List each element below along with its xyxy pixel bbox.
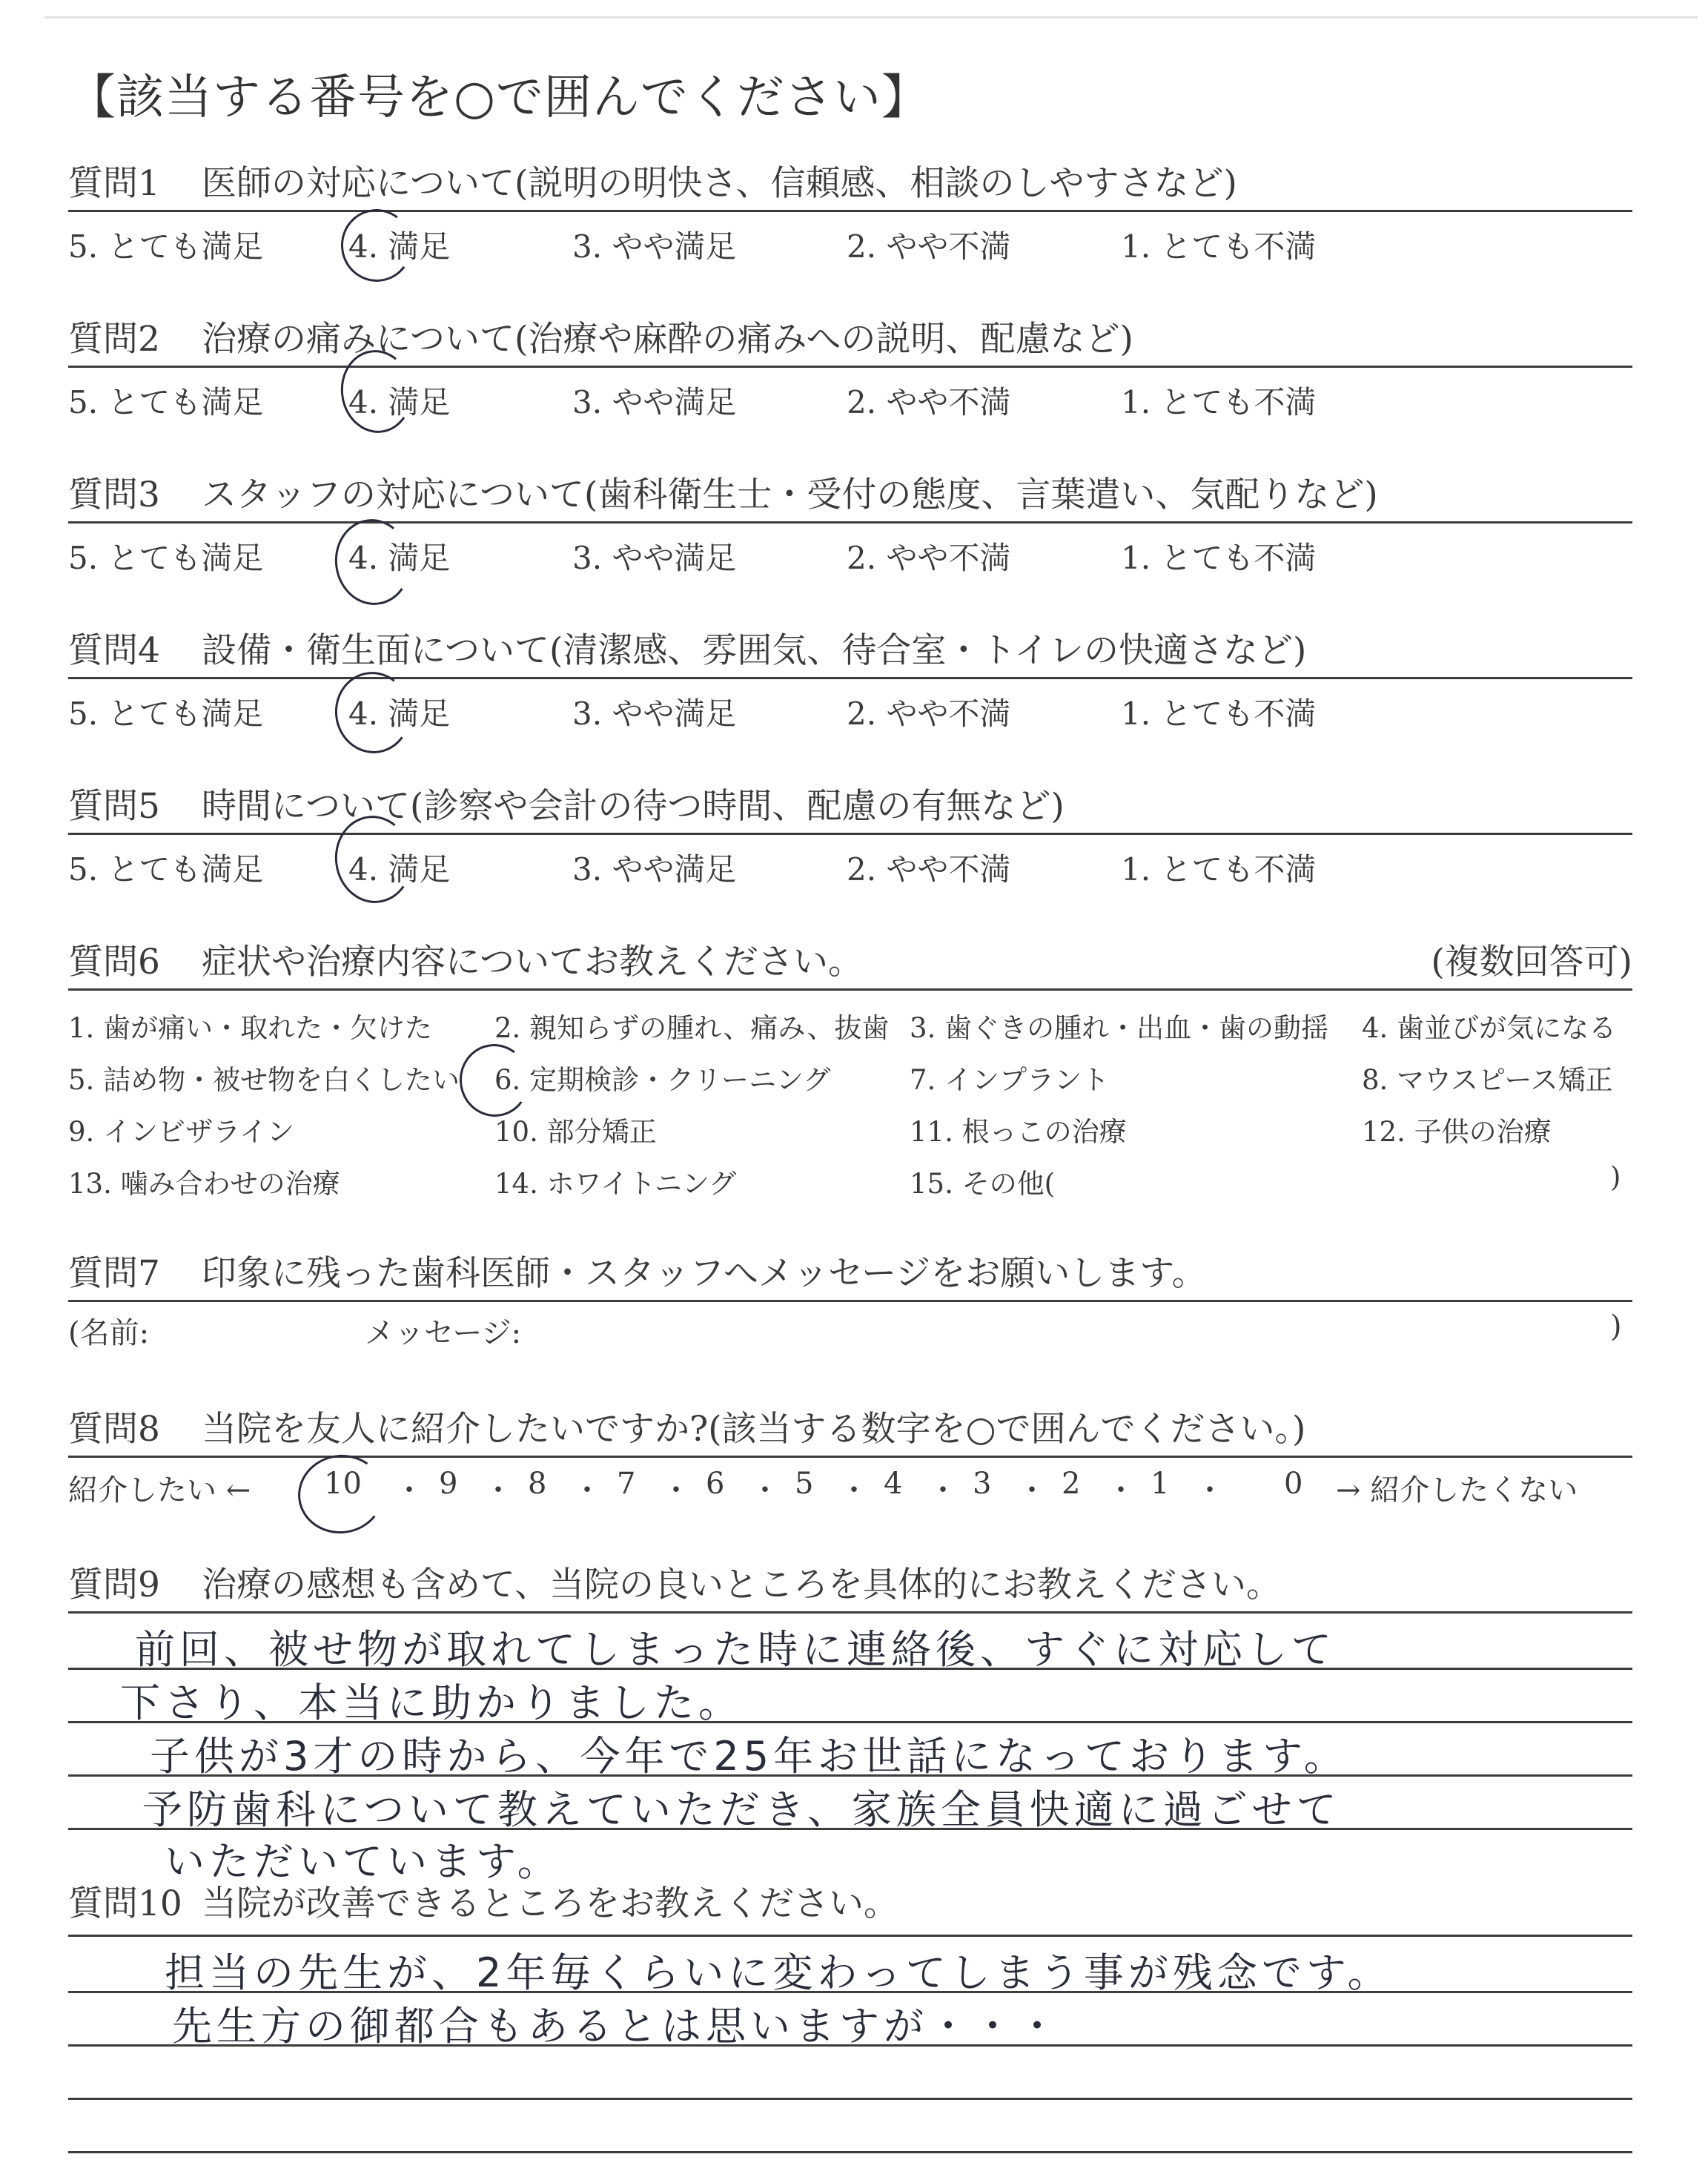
treatment-option[interactable]: 12. 子供の治療: [1362, 1116, 1552, 1148]
treatment-option[interactable]: 8. マウスピース矯正: [1362, 1064, 1613, 1096]
question-number: 質問1: [68, 163, 160, 204]
question-number: 質問6: [68, 942, 160, 982]
scale-dot: ・: [750, 1473, 780, 1507]
question-number: 質問7: [68, 1253, 160, 1294]
handwritten-answer-line: 子供が3才の時から、今年で25年お世話になっております。: [150, 1733, 1348, 1780]
top-border: [44, 16, 1698, 19]
option-2[interactable]: 2. やや不満: [847, 384, 1011, 420]
scale-dot: ・: [661, 1473, 691, 1507]
question-number: 質問9: [68, 1565, 160, 1605]
question-7: [68, 1249, 1632, 1351]
scale-dot: ・: [928, 1473, 958, 1507]
question-title: 印象に残った歯科医師・スタッフへメッセージをお願いします。: [202, 1253, 1207, 1294]
treatment-option[interactable]: 13. 噛み合わせの治療: [68, 1168, 340, 1200]
question-title: 当院を友人に紹介したいですか?(該当する数字を○で囲んでください。): [202, 1409, 1306, 1450]
option-4[interactable]: 4. 満足: [348, 540, 451, 576]
question-title: 時間について(診察や会計の待つ時間、配慮の有無など): [202, 786, 1065, 827]
question-number: 質問8: [68, 1409, 160, 1450]
option-5[interactable]: 5. とても満足: [68, 228, 264, 265]
answer-options: [68, 368, 1632, 421]
question-6: [68, 938, 1632, 1206]
scale-dot: ・: [839, 1473, 869, 1507]
other-close-paren: ): [1610, 1161, 1621, 1193]
close-paren: ): [1610, 1309, 1622, 1344]
handwritten-answer-line: 先生方の御都合もあるとは思いますが・・・: [172, 2003, 1062, 2050]
treatment-option[interactable]: 14. ホワイトニング: [494, 1168, 737, 1200]
scale-dot: ・: [1195, 1473, 1225, 1507]
question-number: 質問4: [68, 630, 160, 671]
question-title: 症状や治療内容についてお教えください。: [202, 942, 864, 982]
handwritten-answer-line: 予防歯科について教えていただき、家族全員快適に過ごせて: [142, 1786, 1341, 1833]
option-2[interactable]: 2. やや不満: [847, 696, 1011, 732]
question-2: [68, 315, 1632, 421]
scale-value[interactable]: 2: [1062, 1467, 1081, 1501]
question-title: 治療の感想も含めて、当院の良いところを具体的にお教えください。: [202, 1565, 1282, 1605]
scale-value[interactable]: 4: [884, 1467, 903, 1501]
treatment-option[interactable]: 4. 歯並びが気になる: [1362, 1012, 1617, 1044]
handwritten-answer-line: 下さり、本当に助かりました。: [120, 1680, 743, 1726]
option-3[interactable]: 3. やや満足: [572, 851, 737, 888]
option-4[interactable]: 4. 満足: [348, 851, 451, 888]
option-1[interactable]: 1. とても不満: [1121, 540, 1317, 576]
treatment-option[interactable]: 6. 定期検診・クリーニング: [494, 1064, 831, 1096]
question-4: [68, 627, 1632, 733]
option-1[interactable]: 1. とても不満: [1121, 696, 1317, 732]
page-title: 【該当する番号を○で囲んでください】: [68, 70, 930, 125]
scale-dot: ・: [1106, 1473, 1136, 1507]
question-8: [68, 1405, 1632, 1517]
option-3[interactable]: 3. やや満足: [572, 540, 737, 576]
option-3[interactable]: 3. やや満足: [572, 384, 737, 420]
answer-options: [68, 212, 1632, 265]
ruled-line: [68, 2151, 1632, 2153]
question-number: 質問5: [68, 786, 160, 827]
treatment-options: [68, 991, 1632, 1206]
scale-dot: ・: [572, 1473, 602, 1507]
question-title: 治療の痛みについて(治療や麻酔の痛みへの説明、配慮など): [202, 319, 1133, 360]
option-4[interactable]: 4. 満足: [348, 696, 451, 732]
scale-value[interactable]: 7: [617, 1467, 636, 1501]
recommendation-scale: [68, 1458, 1632, 1517]
treatment-option[interactable]: 15. その他(: [910, 1168, 1056, 1200]
divider: [68, 1611, 1632, 1614]
name-label: (名前:: [68, 1316, 150, 1350]
question-title: 当院が改善できるところをお教えください。: [202, 1883, 898, 1924]
message-label: メッセージ:: [365, 1316, 522, 1350]
treatment-option[interactable]: 1. 歯が痛い・取れた・欠けた: [68, 1012, 433, 1044]
divider: [68, 1935, 1632, 1937]
scale-value[interactable]: 10: [324, 1467, 362, 1501]
scale-value[interactable]: 5: [795, 1467, 814, 1501]
treatment-option[interactable]: 3. 歯ぐきの腫れ・出血・歯の動揺: [910, 1012, 1329, 1044]
handwritten-answer-line: いただいています。: [165, 1838, 562, 1885]
option-4[interactable]: 4. 満足: [348, 228, 451, 265]
treatment-option[interactable]: 5. 詰め物・被せ物を白くしたい: [68, 1064, 460, 1096]
treatment-option[interactable]: 7. インプラント: [910, 1064, 1110, 1096]
option-3[interactable]: 3. やや満足: [572, 228, 737, 265]
question-number: 質問2: [68, 319, 160, 360]
option-5[interactable]: 5. とても満足: [68, 540, 264, 576]
treatment-option[interactable]: 10. 部分矯正: [494, 1116, 657, 1148]
question-title: スタッフの対応について(歯科衛生士・受付の態度、言葉遣い、気配りなど): [202, 475, 1378, 515]
handwritten-answer-line: 前回、被せ物が取れてしまった時に連絡後、すぐに対応して: [135, 1626, 1336, 1673]
scale-left-label: 紹介したい ←: [68, 1473, 251, 1507]
scale-dot: ・: [394, 1473, 424, 1507]
question-3: [68, 471, 1632, 577]
question-title: 医師の対応について(説明の明快さ、信頼感、相談のしやすさなど): [202, 163, 1237, 204]
scale-value[interactable]: 3: [973, 1467, 992, 1501]
option-2[interactable]: 2. やや不満: [847, 540, 1011, 576]
scale-value[interactable]: 0: [1284, 1467, 1303, 1501]
question-title: 設備・衛生面について(清潔感、雰囲気、待合室・トイレの快適さなど): [202, 630, 1307, 671]
multiple-answer-note: (複数回答可): [1431, 942, 1632, 982]
answer-options: [68, 524, 1632, 577]
option-1[interactable]: 1. とても不満: [1121, 384, 1317, 420]
question-5: [68, 782, 1632, 888]
handwritten-selection-circle: [293, 1449, 389, 1539]
option-3[interactable]: 3. やや満足: [572, 696, 737, 732]
option-5[interactable]: 5. とても満足: [68, 384, 264, 420]
ruled-line: [68, 2098, 1632, 2100]
option-1[interactable]: 1. とても不満: [1121, 228, 1317, 265]
question-9: [68, 1561, 1632, 1885]
option-4[interactable]: 4. 満足: [348, 384, 451, 420]
question-1: [68, 159, 1632, 265]
handwritten-selection-circle: [337, 205, 417, 286]
option-1[interactable]: 1. とても不満: [1121, 851, 1317, 888]
question-number: 質問3: [68, 475, 160, 515]
handwritten-selection-circle: [329, 514, 416, 610]
option-2[interactable]: 2. やや不満: [847, 228, 1011, 265]
treatment-option[interactable]: 11. 根っこの治療: [910, 1116, 1127, 1148]
scale-value[interactable]: 9: [439, 1467, 458, 1501]
option-5[interactable]: 5. とても満足: [68, 851, 264, 888]
scale-value[interactable]: 6: [706, 1467, 725, 1501]
handwritten-selection-circle: [330, 667, 416, 758]
option-5[interactable]: 5. とても満足: [68, 696, 264, 732]
scale-dot: ・: [1017, 1473, 1047, 1507]
answer-options: [68, 835, 1632, 888]
answer-options: [68, 679, 1632, 733]
option-2[interactable]: 2. やや不満: [847, 851, 1011, 888]
scale-dot: ・: [483, 1473, 513, 1507]
scale-right-label: → 紹介したくない: [1336, 1473, 1578, 1507]
treatment-option[interactable]: 9. インビザライン: [68, 1116, 294, 1148]
question-10: [68, 1880, 1632, 2050]
handwritten-answer-line: 担当の先生が、2年毎くらいに変わってしまう事が残念です。: [165, 1949, 1392, 1996]
message-fields: [68, 1302, 1632, 1351]
scale-value[interactable]: 8: [528, 1467, 547, 1501]
question-number: 質問10: [68, 1883, 182, 1924]
scale-value[interactable]: 1: [1151, 1467, 1170, 1501]
treatment-option[interactable]: 2. 親知らずの腫れ、痛み、抜歯: [494, 1012, 890, 1044]
